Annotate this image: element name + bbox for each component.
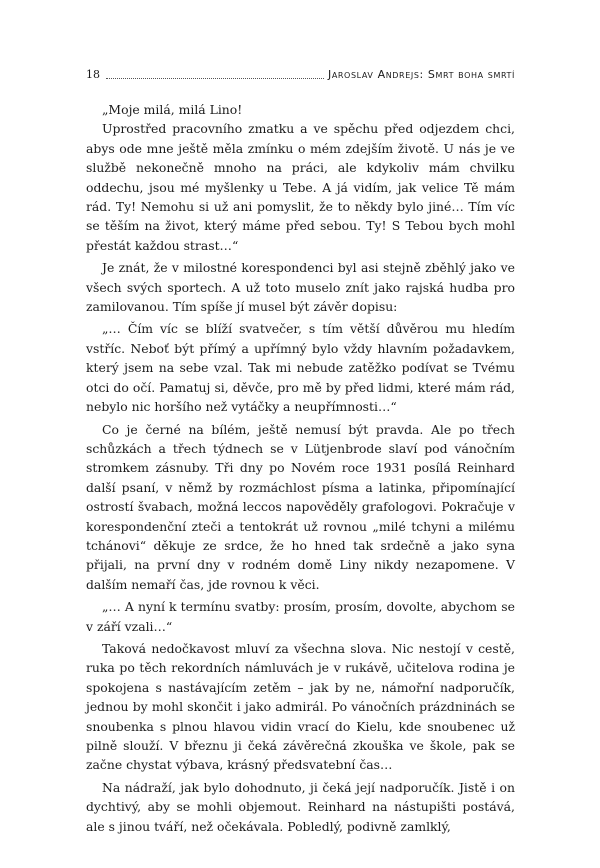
- running-title: Jaroslav Andrejs: Smrt boha smrtí: [327, 68, 515, 81]
- paragraph: Taková nedočkavost mluví za všechna slova. Nic nestojí v cestě, ruka po těch rekordních námluvách je v rukávě, učitelova rodina je spokojena s nastávajícím zetěm – jak by ne, námořní nadporučík, jednou by mohl skončit i jako admirál. Po vánočních prázdninách se snoubenka s plnou hlavou vidin vrací do Kielu, kde snoubenec už pilně slouží. V březnu ji čeká závěrečná zkouška ve škole, pak se začne chystat výbava, krásný předsvatební čas…: [86, 640, 515, 773]
- page-number: 18: [86, 68, 100, 81]
- body-text: [86, 100, 515, 836]
- paragraph: „… A nyní k termínu svatby: prosím, prosím, dovolte, abychom se v září vzali…“: [86, 599, 515, 634]
- paragraph: Na nádraží, jak bylo dohodnuto, ji čeká její nadporučík. Jistě i on dychtivý, aby se mohli objemout. Reinhard na nástupišti postává, ale s jinou tváří, než očekávala. Pobledlý, podivně zamlklý,: [86, 779, 515, 834]
- paragraph: Uprostřed pracovního zmatku a ve spěchu před odjezdem chci, abys ode mne ještě měla zmínku o mém zdejším životě. U nás je ve službě nekonečně mnoho na práci, ale kdykoliv mám chvilku oddechu, jsou mé myšlenky u Tebe. A já vidím, jak velice Tě mám rád. Ty! Nemohu si už ani pomyslit, že to někdy bylo jiné… Tím víc se těším na život, který máme před sebou. Ty! S Tebou bych mohl přestát každou strast…“: [86, 121, 515, 253]
- paragraph: Je znát, že v milostné korespondenci byl asi stejně zběhlý jako ve všech svých sportech. A už toto muselo znít jako rajská hudba pro zamilovanou. Tím spíše jí musel být závěr dopisu:: [86, 260, 515, 315]
- paragraph: „Moje milá, milá Lino!: [102, 102, 243, 117]
- header-dot-leader: [106, 77, 324, 79]
- running-header: [86, 66, 515, 82]
- paragraph: Co je černé na bílém, ještě nemusí být pravda. Ale po třech schůzkách a třech týdnech se v Lütjenbrode slaví pod vánočním stromkem zásnuby. Tři dny po Novém roce 1931 posílá Reinhard další psaní, v němž by rozmáchlost písma a latinka, připomínající ostrostí švabach, možná leccos napověděly grafologovi. Pokračuje v korespondenční zteči a tentokrát už rovnou „milé tchyni a milému tchánovi“ děkuje ze srdce, že ho hned tak srdečně a jako syna přijali, na první dny v rodném domě Liny nikdy nezapomene. V dalším nemaří čas, jde rovnou k věci.: [86, 421, 515, 592]
- paragraph: „… Čím víc se blíží svatvečer, s tím větší důvěrou mu hledím vstříc. Neboť být přímý a upřímný bylo vždy hlavním požadavkem, který jsem na sebe vzal. Tak mi nebude zatěžko podívat se Tvému otci do očí. Pamatuj si, děvče, pro mě by před lidmi, které mám rád, nebylo nic horšího než vytáčky a neupřímnosti…“: [86, 321, 515, 415]
